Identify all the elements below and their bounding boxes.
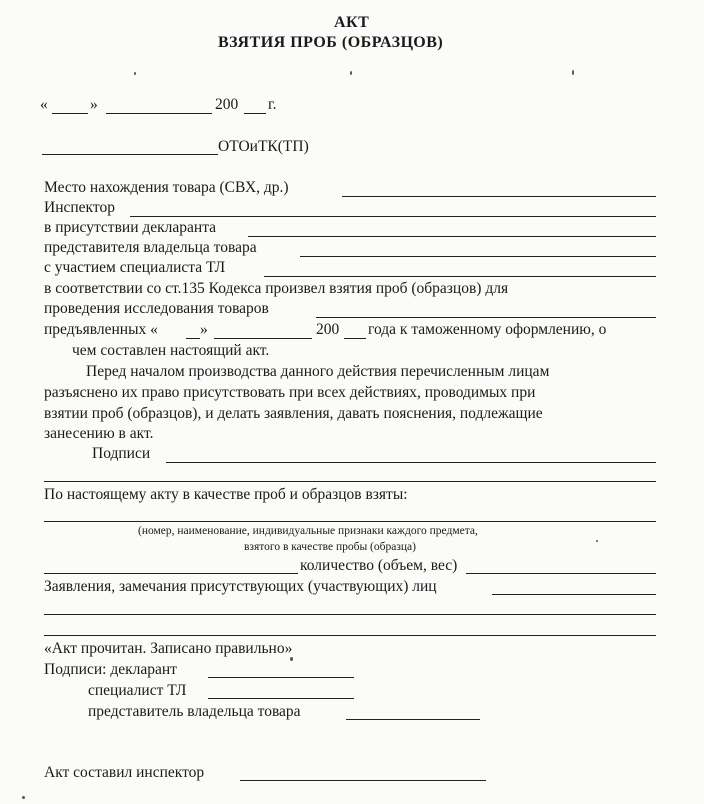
scan-speck — [350, 71, 352, 75]
paragraph-line-4: занесению в акт. — [44, 425, 154, 442]
location-label: Место нахождения товара (СВХ, др.) — [44, 179, 289, 196]
presented-tail: года к таможенному оформлению, о — [368, 321, 607, 338]
owner-rep-label: представителя владельца товара — [44, 239, 257, 256]
statements-field-2[interactable] — [44, 614, 656, 615]
specialist-signature-label: специалист ТЛ — [88, 682, 187, 699]
paragraph-line-2: разъяснено их право присутствовать при всех действиях, проводимых при — [44, 384, 536, 401]
inspector-label: Инспектор — [44, 199, 115, 216]
presented-quote-close: » — [200, 321, 208, 338]
samples-hint-2: взятого в качестве пробы (образца) — [244, 541, 416, 553]
samples-field[interactable] — [44, 521, 656, 522]
research-field[interactable] — [316, 317, 656, 318]
codex-text: в соответствии со ст.135 Кодекса произвел взятия проб (образцов) для — [44, 280, 509, 297]
date-quote-open: « — [40, 96, 48, 113]
presented-year-blank[interactable] — [344, 338, 366, 339]
presented-day-blank[interactable] — [186, 338, 200, 339]
presented-month-blank[interactable] — [214, 338, 312, 339]
signatures-label: Подписи — [92, 445, 151, 462]
signatures-field-extra[interactable] — [44, 481, 656, 482]
drawn-up-text: чем составлен настоящий акт. — [72, 342, 270, 359]
date-day-blank[interactable] — [52, 113, 88, 114]
samples-item-field[interactable] — [44, 573, 298, 574]
samples-heading: По настоящему акту в качестве проб и образцов взяты: — [44, 486, 408, 503]
specialist-label: с участием специалиста ТЛ — [44, 259, 226, 276]
signatures-field[interactable] — [166, 462, 656, 463]
date-month-blank[interactable] — [106, 113, 212, 114]
office-label: ОТОиТК(ТП) — [218, 138, 309, 155]
scan-speck — [596, 540, 598, 542]
declarant-label: в присутствии декларанта — [44, 219, 217, 236]
presented-year: 200 — [316, 321, 340, 338]
specialist-field[interactable] — [264, 276, 656, 277]
statements-label: Заявления, замечания присутствующих (участвующих) лиц — [44, 578, 437, 595]
declarant-signature-label: Подписи: декларант — [44, 661, 177, 678]
scan-speck — [134, 72, 136, 75]
act-read-text: «Акт прочитан. Записано правильно» — [44, 640, 293, 657]
specialist-signature-field[interactable] — [208, 698, 354, 699]
owner-rep-field[interactable] — [300, 256, 656, 257]
paragraph-line-3: взятии проб (образцов), и делать заявления, давать пояснения, подлежащие — [44, 405, 543, 422]
paragraph-line-1: Перед началом производства данного действия перечисленным лицам — [86, 363, 550, 380]
declarant-signature-field[interactable] — [208, 677, 354, 678]
scan-speck — [290, 657, 293, 661]
scan-speck — [22, 796, 25, 799]
office-blank[interactable] — [42, 154, 218, 155]
owner-signature-field[interactable] — [346, 719, 480, 720]
statements-field[interactable] — [492, 594, 656, 595]
compiled-by-label: Акт составил инспектор — [44, 764, 205, 781]
date-year-blank[interactable] — [244, 113, 266, 114]
declarant-field[interactable] — [248, 236, 656, 237]
quantity-field[interactable] — [466, 573, 656, 574]
date-year-suffix: г. — [268, 96, 277, 113]
quantity-label: количество (объем, вес) — [300, 557, 458, 574]
date-quote-close: » — [90, 96, 98, 113]
title-sampling: ВЗЯТИЯ ПРОБ (ОБРАЗЦОВ) — [218, 34, 444, 51]
samples-hint-1: (номер, наименование, индивидуальные признаки каждого предмета, — [138, 525, 478, 537]
presented-label: предъявленных « — [44, 321, 158, 338]
owner-signature-label: представитель владельца товара — [88, 703, 301, 720]
date-year: 200 — [215, 96, 239, 113]
title-act: АКТ — [334, 14, 370, 31]
scan-speck — [572, 70, 574, 75]
location-field[interactable] — [342, 196, 656, 197]
inspector-field[interactable] — [130, 216, 656, 217]
research-label: проведения исследования товаров — [44, 300, 269, 317]
compiled-by-field[interactable] — [240, 780, 486, 781]
statements-field-3[interactable] — [44, 635, 656, 636]
